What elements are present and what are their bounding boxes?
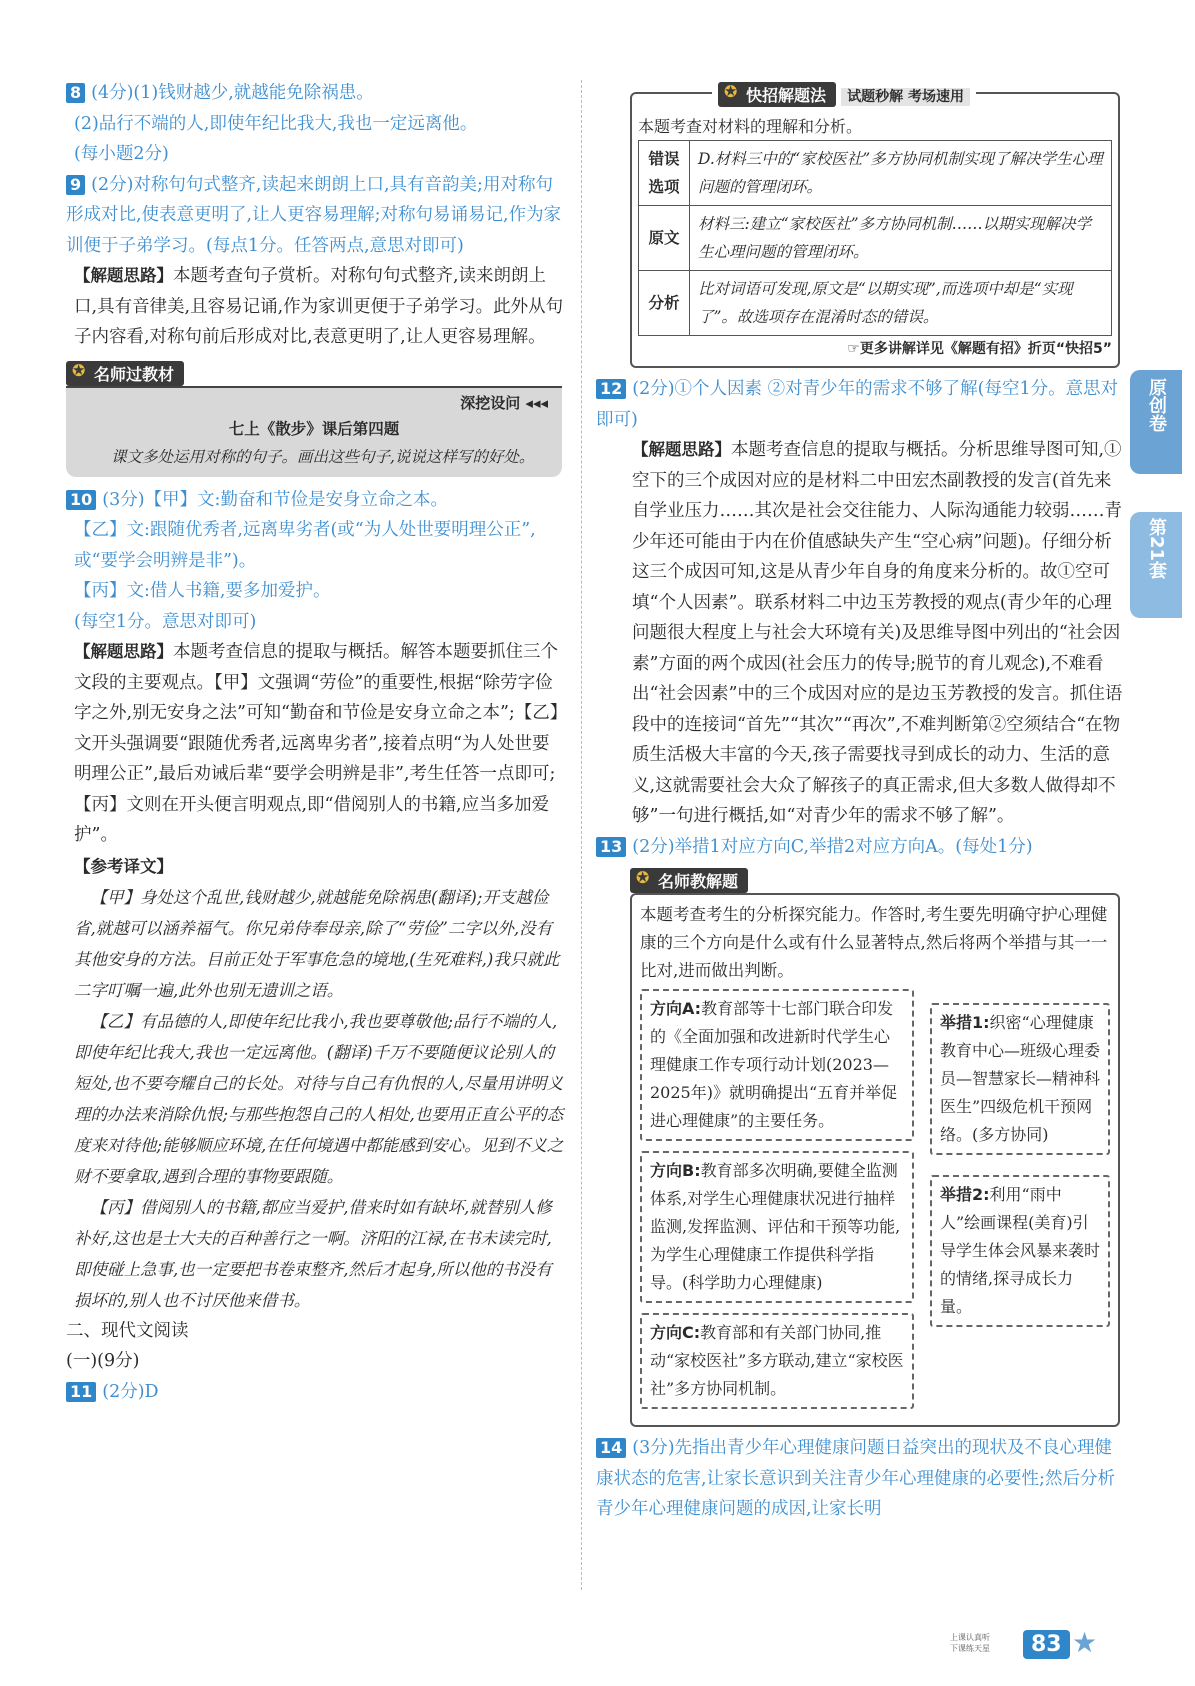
question-number: 12 (596, 379, 626, 399)
reference-translation: 【参考译文】 【甲】身处这个乱世,钱财越少,就越能免除祸患(翻译);开支越俭省,就越可以涵养福气。你兄弟侍奉母亲,除了“劳俭”二字以外,没有其他安身的方法。目前正处于军事危急的境地,(生死难料,)我只就此二字叮嘱一遍,此外也别无遗训之语。 【乙】有品德的人,即使年纪比我小,我也要尊敬他;品行不端的人,即使年纪比我大,我也一定远离他。(翻译)千万不要随便议论别人的短处,也不要夸耀自己的长处。对待与自己有仇恨的人,尽量用讲明义理的办法来消除仇恨;与那些抱怨自己的人相处,也要用正直公平的态度来对待他;能够顺应环境,在任何境遇中都能感到安心。见到不义之财不要拿取,遇到合理的事物要跟随。 【丙】借阅别人的书籍,都应当爱护,借来时如有缺坏,就替别人修补好,这也是士大夫的百种善行之一啊。济阳的江禄,在书未读完时,即使碰上急事,也一定要把书卷束整齐,然后才起身,所以他的书没有损坏的,别人也不讨厌他来借书。 (66, 851, 566, 1316)
question-8: 8 (4分)(1)钱财越少,就越能免除祸患。 (66, 78, 566, 109)
lesson-title: 七上《散步》课后第四题 (228, 419, 400, 438)
table-row: 原文 材料三:建立“家校医社”多方协同机制……以期实现解决学生心理问题的管理闭环。 (639, 206, 1112, 271)
section-banner: ✪ 名师教解题 (630, 868, 748, 893)
question-number: 9 (66, 175, 85, 195)
analysis-12: 【解题思路】本题考查信息的提取与概括。分析思维导图可知,①空下的三个成因对应的是材料二中田宏杰副教授的发言(首先来自学业压力……其次是社会交往能力、人际沟通能力较弱……青少年还可能由于内在价值感缺失产生“空心病”问题)。仔细分析这三个成因可知,这是从青少年自身的角度来分析的。故①空可填“个人因素”。联系材料二中边玉芳教授的观点(青少年的心理问题很大程度上与社会大环境有关)及思维导图中列出的“社会因素”方面的两个成因(社会压力的传导;脱节的育儿观念),不难看出“社会因素”中的三个成因对应的是边玉芳教授的发言。抓住语段中的连接词“首先”“其次”“再次”,不难判断第②空须结合“在物质生活极大丰富的今天,孩子需要找寻到成长的动力、生活的意义,这就需要社会大众了解孩子的真正需求,但大多数人做得却不够”一句进行概括,如“对青少年的需求不够了解”。 (632, 440, 1123, 826)
question-10: 10 (3分)【甲】文:勤奋和节俭是安身立命之本。 (66, 485, 566, 516)
right-column (596, 86, 1126, 1525)
page-footer (950, 1626, 1130, 1670)
quick-solution-box (630, 86, 1120, 368)
footer-slogan: 上课认真听 下课练天星 (950, 1633, 990, 1653)
translation-bing: 【丙】借阅别人的书籍,都应当爱护,借来时如有缺坏,就替别人修补好,这也是士大夫的百种善行之一啊。济阳的江禄,在书未读完时,即使碰上急事,也一定要把书卷束整齐,然后才起身,所以他的书没有损坏的,别人也不讨厌他来借书。 (74, 1197, 552, 1310)
analysis-10: 【解题思路】本题考查信息的提取与概括。解答本题要抓住三个文段的主要观点。【甲】文强调“劳俭”的重要性,根据“除劳字俭字之外,别无安身之法”可知“勤奋和节俭是安身立命之本”;【乙】文开头强调要“跟随优秀者,远离卑劣者”,接着点明“为人处世要明理公正”,最后劝诫后辈“要学会明辨是非”,考生任答一点即可;【丙】文则在开头便言明观点,即“借阅别人的书籍,应当多加爱护”。 (74, 642, 559, 845)
part-heading: (一)(9分) (66, 1351, 140, 1371)
deep-question-tag: 深挖设问 ◂◂◂ (460, 393, 548, 412)
answer-yi: 【乙】文:跟随优秀者,远离卑劣者(或“为人处世要明理公正”,或“要学会明辨是非”)。 (74, 520, 536, 571)
table-row: 分析 比对词语可发现,原文是“以期实现”,而选项中却是“实现了”。故选项存在混淆时态的错误。 (639, 271, 1112, 336)
page-number: 83 (1023, 1630, 1070, 1659)
question-12: 12 (2分)①个人因素 ②对青少年的需求不够了解(每空1分。意思对即可) (596, 379, 1119, 430)
measure-2: 举措2:利用“雨中人”绘画课程(美育)引导学生体会风暴来袭时的情绪,探寻成长力量。 (930, 1175, 1110, 1327)
section-banner: ✪ 名师过教材 (66, 361, 184, 386)
question-14: 14 (3分)先指出青少年心理健康问题日益突出的现状及不良心理健康状态的危害,让家长意识到关注青少年心理健康的必要性;然后分析青少年心理健康问题的成因,让家长明 (596, 1438, 1115, 1519)
question-9: 9 (2分)对称句句式整齐,读起来朗朗上口,具有音韵美;用对称句形成对比,使表意更明了,让人更容易理解;对称句易诵易记,作为家训便于子弟学习。(每点1分。任答两点,意思对即可) (66, 174, 562, 256)
directions-list (640, 989, 914, 1419)
table-row: 错误选项 D.材料三中的“家校医社”多方协同机制实现了解决学生心理问题的管理闭环。 (639, 141, 1112, 206)
left-column (66, 78, 566, 1407)
comparison-table (638, 140, 1112, 336)
side-tab-original: 原创卷 (1130, 370, 1182, 474)
teacher-solution-box (630, 868, 1120, 1427)
side-tab-set: 第21套 (1130, 512, 1182, 618)
direction-c: 方向C:教育部和有关部门协同,推动“家校医社”多方联动,建立“家校医社”多方协同机制。 (640, 1313, 914, 1409)
score-note: (每小题2分) (74, 144, 169, 164)
star-mascot-icon: ★ (1072, 1626, 1098, 1659)
question-number: 8 (66, 83, 85, 103)
section-heading: 二、现代文阅读 (66, 1320, 189, 1341)
more-info-link: ☞更多讲解详见《解题有招》折页“快招5” (847, 341, 1112, 357)
box-intro: 本题考查对材料的理解和分析。 (638, 117, 863, 136)
teacher-textbook-box (66, 361, 566, 477)
column-divider (581, 80, 582, 1590)
question-number: 11 (66, 1382, 96, 1402)
box-intro: 本题考查考生的分析探究能力。作答时,考生要先明确守护心理健康的三个方向是什么或有什么显著特点,然后将两个举措与其一一比对,进而做出判断。 (640, 905, 1108, 980)
score-note: (每空1分。意思对即可) (74, 611, 257, 632)
question-number: 10 (66, 490, 96, 510)
analysis-9: 【解题思路】本题考查句子赏析。对称句句式整齐,读来朗朗上口,具有音律美,且容易记诵,作为家训更便于子弟学习。此外从句子内容看,对称句前后形成对比,表意更明了,让人更容易理解。 (74, 266, 564, 347)
lesson-text: 课文多处运用对称的句子。画出这些句子,说说这样写的好处。 (111, 447, 535, 466)
measure-1: 举措1:织密“心理健康教育中心—班级心理委员—智慧家长—精神科医生”四级危机干预网络。(多方协同) (930, 1003, 1110, 1155)
direction-a: 方向A:教育部等十七部门联合印发的《全面加强和改进新时代学生心理健康工作专项行动计划(2023—2025年)》就明确提出“五育并举促进心理健康”的主要任务。 (640, 989, 914, 1141)
question-number: 14 (596, 1438, 626, 1458)
measures-list (930, 989, 1110, 1419)
answer-bing: 【丙】文:借人书籍,要多加爱护。 (74, 581, 331, 601)
section-banner: ✪ 快招解题法 (718, 82, 836, 107)
translation-jia: 【甲】身处这个乱世,钱财越少,就越能免除祸患(翻译);开支越俭省,就越可以涵养福气。你兄弟侍奉母亲,除了“劳俭”二字以外,没有其他安身的方法。目前正处于军事危急的境地,(生死难料,)我只就此二字叮嘱一遍,此外也别无遗训之语。 (74, 887, 560, 1000)
question-13: 13 (2分)举措1对应方向C,举措2对应方向A。(每处1分) (596, 832, 1126, 863)
question-number: 13 (596, 837, 626, 857)
translation-yi: 【乙】有品德的人,即使年纪比我小,我也要尊敬他;品行不端的人,即使年纪比我大,我也一定远离他。(翻译)千万不要随便议论别人的短处,也不要夸耀自己的长处。对待与自己有仇恨的人,尽量用讲明义理的办法来消除仇恨;与那些抱怨自己的人相处,也要用正直公平的态度来对待他;能够顺应环境,在任何境遇中都能感到安心。见到不义之财不要拿取,遇到合理的事物要跟随。 (74, 1011, 564, 1186)
banner-subtitle: 试题秒解 考场速用 (841, 88, 970, 106)
answer-line: (2)品行不端的人,即使年纪比我大,我也一定远离他。 (74, 113, 478, 134)
direction-b: 方向B:教育部多次明确,要健全监测体系,对学生心理健康状况进行抽样监测,发挥监测、评估和干预等功能,为学生心理健康工作提供科学指导。(科学助力心理健康) (640, 1151, 914, 1303)
question-11: 11 (2分)D (66, 1377, 566, 1408)
